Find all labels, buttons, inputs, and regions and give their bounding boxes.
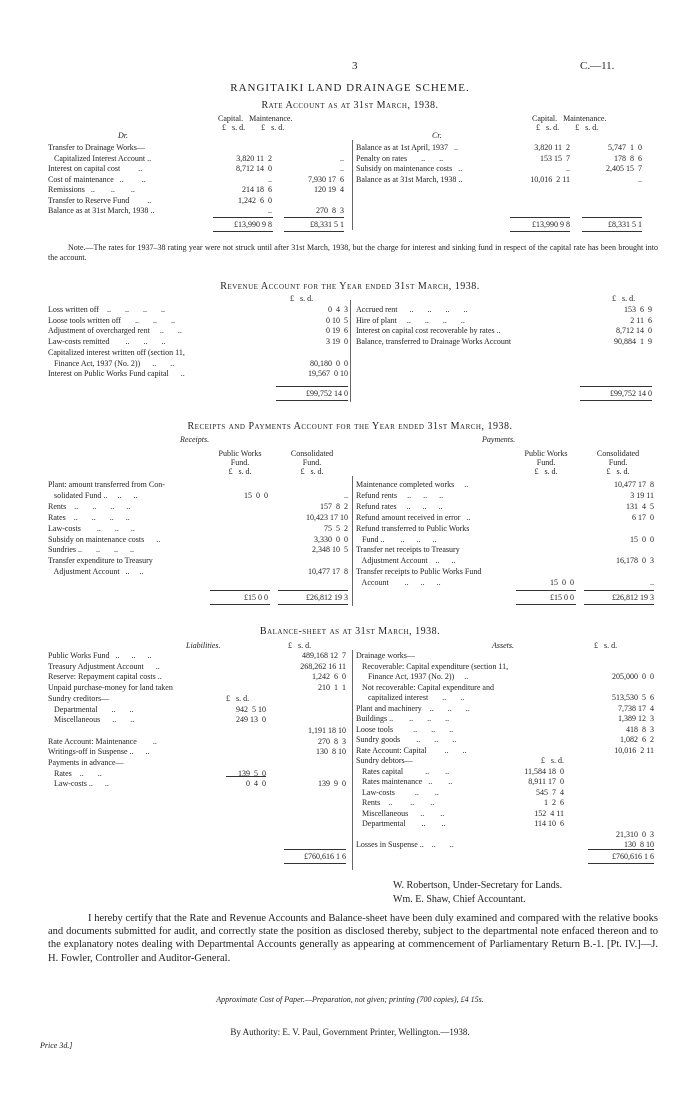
receipts-head: Receipts. [180, 435, 210, 444]
rate-right-desc: Penalty on rates .. .. [356, 153, 444, 163]
liability-sub: 139 5 0 [238, 768, 266, 778]
rp-left-cons-head2: Fund. [302, 458, 322, 467]
asset-amt: 7,738 17 4 [618, 703, 654, 713]
bs-asset-total: £760,616 1 6 [612, 852, 654, 861]
rp-left-cons-head: Consolidated [290, 449, 334, 458]
asset-sub: 8,911 17 0 [528, 777, 564, 786]
liability-desc: Treasury Adjustment Account .. [48, 661, 160, 671]
rp-right-cons-head2: Fund. [608, 458, 628, 467]
rp-right-cons-units: £ s. d. [606, 467, 630, 476]
rate-left-maint: 270 8 3 [316, 206, 344, 215]
asset-sub: 545 7 4 [536, 787, 564, 797]
revenue-left-amt: 0 19 6 [326, 326, 348, 336]
rate-left-units: £ s. d. £ s. d. [222, 123, 285, 132]
rate-left-desc: Balance as at 31st March, 1938 .. [48, 206, 155, 215]
asset-desc: Loose tools .. .. .. [356, 724, 454, 734]
payments-cons: 131 4 5 [626, 501, 654, 511]
rp-right-pwf-units: £ s. d. [534, 467, 558, 476]
rate-left-desc: Transfer to Reserve Fund .. [48, 195, 152, 205]
revenue-right-units: £ s. d. [612, 294, 636, 303]
asset-amt: 513,530 5 6 [612, 693, 654, 702]
asset-amt: 418 8 3 [626, 724, 654, 734]
revenue-left-amt: 3 19 0 [326, 337, 348, 347]
revenue-left-desc: Adjustment of overcharged rent .. .. [48, 326, 182, 336]
revenue-right-amt: 8,712 14 0 [616, 326, 652, 336]
asset-desc: capitalized interest .. .. [356, 693, 465, 702]
balance-sheet-title: Balance-sheet as at 31st March, 1938. [259, 626, 441, 637]
rp-right-pwf-head: Public Works [524, 449, 568, 458]
revenue-left-amt: 19,567 0 10 [308, 369, 348, 379]
rate-left-capital: 8,712 14 0 [236, 164, 272, 173]
receipts-desc: solidated Fund .. .. .. [48, 490, 138, 500]
receipts-cons: 157 8 2 [320, 501, 348, 511]
payments-cons: 10,477 17 8 [614, 480, 654, 489]
rp-left-pwf-head2: Fund. [230, 458, 250, 467]
rate-left-capital: 3,820 11 2 [236, 153, 272, 163]
asset-desc: Law-costs .. .. [356, 787, 439, 797]
revenue-left-amt: 0 4 3 [328, 305, 348, 314]
liability-sub: 942 5 10 [236, 704, 266, 714]
asset-desc: Recoverable: Capital expenditure (section 11, [356, 661, 509, 671]
asset-amt: 1,082 6 2 [620, 735, 654, 744]
rate-right-capital: .. [566, 164, 570, 173]
revenue-right-desc: Balance, transferred to Drainage Works Account [356, 337, 512, 347]
payments-cons: 6 17 0 [632, 512, 654, 522]
page-number: 3 [352, 60, 358, 72]
asset-desc: Rents .. .. .. [356, 798, 435, 807]
payments-desc: Transfer receipts to Public Works Fund [356, 567, 482, 577]
rp-right-total-cons: £26,812 19 3 [612, 593, 654, 602]
payments-cons: 3 19 11 [630, 490, 654, 500]
rate-left-total-maint: £8,331 5 1 [310, 220, 344, 229]
price: Price 3d.] [40, 1041, 73, 1050]
payments-desc: Refund amount received in error .. [356, 512, 471, 522]
document-ref: C.—11. [580, 60, 615, 72]
cost-note: Approximate Cost of Paper.—Preparation, not given; printing (700 copies), £4 15s. [216, 995, 484, 1004]
rate-right-desc: Subsidy on maintenance costs .. [356, 164, 463, 173]
liability-desc: Reserve: Repayment capital costs .. [48, 672, 162, 682]
asset-desc: Drainage works— [356, 651, 415, 660]
rate-right-total-capital: £13,990 9 8 [532, 220, 570, 229]
liability-amt: 270 8 3 [318, 736, 346, 746]
receipts-title: Receipts and Payments Account for the Year ended 31st March, 1938. [187, 421, 513, 432]
liability-desc: Public Works Fund .. .. .. [48, 651, 152, 660]
liability-sub: 0 4 0 [246, 779, 266, 789]
liability-desc: Departmental .. .. [48, 704, 134, 714]
asset-desc: Rates maintenance .. .. [356, 777, 453, 786]
receipts-cons: 75 5 2 [324, 523, 348, 533]
payments-desc: Refund transferred to Public Works [356, 523, 470, 533]
asset-amt: 1,389 12 3 [618, 714, 654, 723]
liability-sub: 249 13 0 [236, 715, 266, 725]
rate-right-col-head: Capital. Maintenance. [532, 114, 607, 123]
asset-desc: Miscellaneous .. .. [356, 808, 445, 818]
rate-left-desc: Remissions .. .. .. [48, 185, 135, 194]
asset-amt: 130 8 10 [624, 840, 654, 849]
asset-sub: 11,584 18 0 [524, 766, 564, 776]
signature-robertson: W. Robertson, Under-Secretary for Lands. [393, 880, 563, 891]
revenue-left-units: £ s. d. [290, 294, 314, 303]
asset-desc: Losses in Suspense .. .. .. [356, 840, 454, 849]
receipts-cons: 10,423 17 10 [306, 512, 348, 522]
rp-right-pwf-head2: Fund. [536, 458, 556, 467]
asset-amt: 10,016 2 11 [614, 745, 654, 755]
payments-desc: Maintenance completed works .. [356, 480, 469, 489]
rate-left-total-capital: £13,990 9 8 [234, 220, 272, 229]
bs-liab-total: £760,616 1 6 [304, 852, 346, 861]
rp-left-cons-units: £ s. d. [300, 467, 324, 476]
asset-sub: 152 4 11 [534, 808, 564, 818]
rp-left-total-cons: £26,812 19 3 [306, 593, 348, 602]
asset-desc: Sundry debtors— [356, 756, 413, 765]
liability-amt: 210 1 1 [318, 683, 346, 693]
asset-desc: Rates capital .. .. [356, 766, 450, 776]
asset-desc: Finance Act, 1937 (No. 2)) .. [356, 672, 469, 681]
receipts-desc: Adjustment Account .. .. [48, 567, 144, 577]
payments-desc: Refund rates .. .. .. [356, 501, 443, 511]
payments-head: Payments. [482, 435, 516, 444]
liability-amt: 139 9 0 [318, 779, 346, 789]
asset-desc: Not recoverable: Capital expenditure and [356, 682, 494, 692]
asset-desc: Departmental .. .. [356, 819, 446, 828]
liability-desc: Unpaid purchase-money for land taken [48, 683, 173, 693]
rp-left-pwf-head: Public Works [218, 449, 262, 458]
rate-left-desc: Capitalized Interest Account .. [48, 153, 152, 163]
bs-asset-units: £ s. d. [594, 641, 618, 650]
payments-cons: 15 0 0 [630, 534, 654, 544]
rate-right-maint: 5,747 1 0 [608, 143, 642, 152]
revenue-left-amt: 80,180 0 0 [310, 358, 348, 368]
receipts-cons: .. [344, 490, 348, 500]
payments-desc: Adjustment Account .. .. [356, 556, 456, 566]
assets-head: Assets. [492, 641, 514, 650]
rate-account-title: Rate Account as at 31st March, 1938. [261, 100, 439, 111]
receipts-desc: Subsidy on maintenance costs .. [48, 534, 161, 544]
asset-desc: Sundry goods .. .. .. [356, 735, 457, 744]
rp-left-pwf-units: £ s. d. [228, 467, 252, 476]
revenue-right-amt: 2 11 6 [630, 315, 652, 325]
revenue-right-desc: Interest on capital cost recoverable by rates .. [356, 326, 501, 336]
rp-right-cons-head: Consolidated [596, 449, 640, 458]
receipts-cons: 10,477 17 8 [308, 567, 348, 577]
rate-right-capital: 10,016 2 11 [530, 174, 570, 184]
asset-amt: 205,000 0 0 [612, 672, 654, 681]
payments-desc: Fund .. .. .. .. [356, 534, 437, 544]
liability-amt: 489,168 12 7 [302, 651, 346, 660]
rate-note: Note.—The rates for 1937–38 rating year were not struck until after 31st March, 1938, but the charge for interest and sinking fund in respect of the capital rate has been brought into the account. [48, 243, 658, 262]
receipts-desc: Rates .. .. .. .. [48, 512, 130, 522]
payments-desc: Refund rents .. .. .. [356, 490, 444, 500]
liability-desc: Payments in advance— [48, 758, 124, 767]
payments-cons: 16,178 0 3 [616, 556, 654, 566]
rate-right-desc: Balance as at 31st March, 1938 .. [356, 174, 463, 184]
revenue-right-amt: 90,884 1 9 [614, 337, 652, 347]
receipts-cons: 3,330 0 0 [314, 534, 348, 544]
revenue-left-desc: Loss written off .. .. .. .. [48, 305, 165, 314]
payments-desc: Account .. .. .. [356, 578, 441, 588]
rate-left-capital: .. [268, 174, 272, 184]
revenue-right-amt: 153 6 9 [624, 305, 652, 314]
liability-desc: Writings-off in Suspense .. .. [48, 747, 150, 757]
payments-pwf: 15 0 0 [550, 578, 574, 588]
rate-left-capital: 1,242 6 0 [238, 195, 272, 205]
rate-right-capital: 3,820 11 2 [534, 143, 570, 152]
rate-dr-label: Dr. [118, 131, 129, 140]
rp-left-total-pwf: £15 0 0 [244, 593, 268, 602]
revenue-left-desc: Law-costs remitted .. .. .. [48, 337, 166, 347]
rate-left-desc: Interest on capital cost .. [48, 164, 143, 173]
audit-certificate: I hereby certify that the Rate and Revenue Accounts and Balance-sheet have been duly examined and compared with the relative books and documents submitted for audit, and correctly state the position as disclosed thereby, subject to the departmental note enfaced thereon and to the explanatory notes dealing with Departmental Accounts generally as appearing at commencement of Parliamentary Return B.-1. [Pt. IV.]—J. H. Fowler, Controller and Auditor-General. [48, 913, 658, 964]
signature-shaw: Wm. E. Shaw, Chief Accountant. [393, 894, 526, 905]
printer-authority: By Authority: E. V. Paul, Government Printer, Wellington.—1938. [230, 1027, 470, 1037]
liability-desc: Rate Account: Maintenance .. [48, 736, 157, 746]
rp-right-total-pwf: £15 0 0 [550, 593, 574, 602]
revenue-title: Revenue Account for the Year ended 31st March, 1938. [220, 281, 480, 292]
rate-left-maint: .. [340, 164, 344, 173]
rate-left-capital: .. [268, 206, 272, 215]
asset-sub: 114 10 6 [534, 819, 564, 828]
rate-right-maint: 178 8 6 [614, 153, 642, 163]
rate-right-total-maint: £8,331 5 1 [608, 220, 642, 229]
receipts-desc: Transfer expenditure to Treasury [48, 556, 153, 566]
asset-desc: Buildings .. .. .. .. [356, 714, 450, 723]
rate-left-maint: .. [340, 153, 344, 163]
receipts-desc: Rents .. .. .. .. [48, 501, 131, 511]
liability-amt: 130 8 10 [316, 747, 346, 757]
asset-amt: 21,310 0 3 [616, 829, 654, 839]
receipts-pwf: 15 0 0 [244, 490, 268, 500]
asset-sub: £ s. d. [540, 756, 564, 765]
payments-desc: Transfer net receipts to Treasury [356, 545, 460, 555]
liability-amt: 268,262 16 11 [300, 661, 346, 671]
rate-right-maint: .. [638, 174, 642, 184]
rate-left-maint: 120 19 4 [314, 185, 344, 194]
liability-desc: Rates .. .. [48, 768, 102, 778]
payments-cons: .. [650, 578, 654, 588]
liability-amt: 1,191 18 10 [308, 725, 346, 735]
rate-right-maint: 2,405 15 7 [606, 164, 642, 173]
receipts-desc: Sundries .. .. .. .. [48, 545, 134, 555]
rate-left-capital: 214 18 6 [242, 185, 272, 194]
main-title: RANGITAIKI LAND DRAINAGE SCHEME. [230, 82, 470, 94]
receipts-desc: Plant: amount transferred from Con- [48, 480, 165, 489]
asset-desc: Rate Account: Capital .. .. [356, 745, 467, 755]
revenue-left-amt: 0 10 5 [326, 315, 348, 325]
receipts-desc: Law-costs .. .. .. [48, 523, 135, 533]
liability-desc: Sundry creditors— [48, 693, 110, 703]
rate-right-capital: 153 15 7 [540, 153, 570, 163]
rate-left-maint: 7,930 17 6 [308, 174, 344, 184]
bs-liab-sub-units: £ s. d. [226, 694, 250, 703]
bs-liab-units: £ s. d. [288, 641, 312, 650]
asset-sub: 1 2 6 [544, 798, 564, 807]
rate-right-desc: Balance as at 1st April, 1937 .. [356, 143, 458, 152]
rate-left-col-head: Capital. Maintenance. [218, 114, 293, 123]
receipts-cons: 2,348 10 5 [312, 545, 348, 555]
liabilities-head: Liabilities. [186, 641, 221, 650]
liability-amt: 1,242 6 0 [312, 672, 346, 682]
revenue-left-total: £99,752 14 0 [306, 389, 348, 398]
revenue-left-desc: Interest on Public Works Fund capital .. [48, 369, 185, 379]
liability-desc: Law-costs .. .. [48, 779, 109, 789]
revenue-right-desc: Accrued rent .. .. .. .. [356, 305, 468, 314]
asset-desc: Plant and machinery .. .. .. [356, 703, 470, 713]
revenue-right-total: £99,752 14 0 [610, 389, 652, 398]
liability-desc: Miscellaneous .. .. [48, 715, 135, 725]
revenue-left-desc: Loose tools written off .. .. .. [48, 315, 175, 325]
rate-left-desc: Cost of maintenance .. .. [48, 174, 146, 184]
revenue-right-desc: Hire of plant .. .. .. .. [356, 315, 465, 325]
rate-left-desc: Transfer to Drainage Works— [48, 143, 145, 152]
rate-right-units: £ s. d. £ s. d. [536, 123, 599, 132]
revenue-left-desc: Finance Act, 1937 (No. 2)) .. .. [48, 358, 175, 368]
rate-cr-label: Cr. [432, 131, 442, 140]
revenue-left-desc: Capitalized interest written off (section 11, [48, 347, 185, 357]
